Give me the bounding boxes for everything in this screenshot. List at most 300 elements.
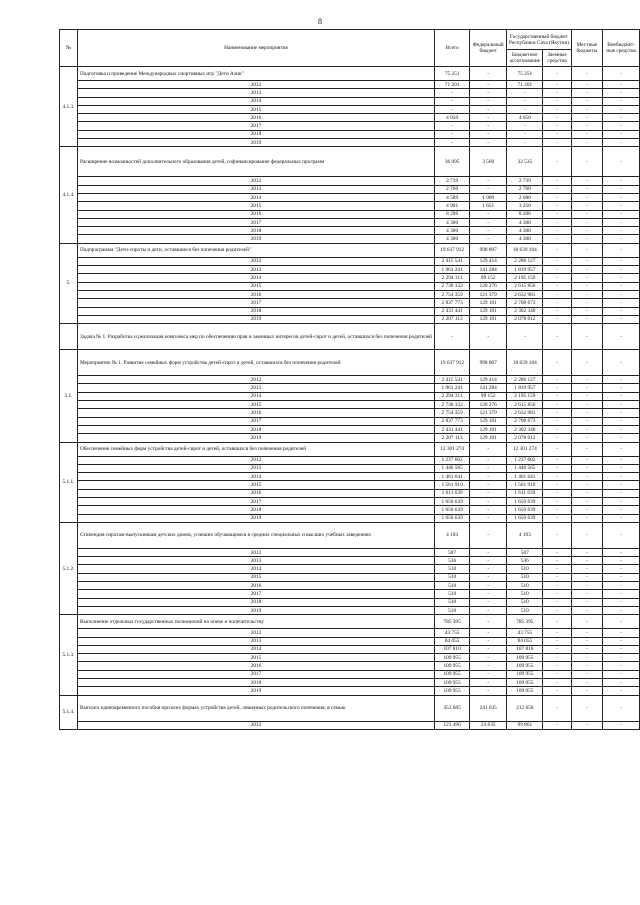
year-value: 1 561 910 — [507, 481, 543, 489]
year-value: - — [543, 235, 571, 243]
year-value: - — [603, 654, 640, 662]
year-row — [60, 177, 640, 185]
year-value: - — [603, 629, 640, 637]
year-value: 510 — [435, 606, 470, 614]
year-value: - — [543, 257, 571, 265]
year-value: - — [543, 401, 571, 409]
year-row — [60, 565, 640, 573]
year-value: - — [435, 105, 470, 113]
year-value: - — [571, 210, 603, 218]
year-value: 1 650 639 — [435, 497, 470, 505]
item-value: - — [435, 324, 470, 350]
year-value: - — [543, 464, 571, 472]
year-value: - — [543, 202, 571, 210]
year-row — [60, 114, 640, 122]
year-row — [60, 679, 640, 687]
year-value: - — [470, 218, 507, 226]
year-label: 2014 — [77, 193, 434, 201]
year-value: 2 078 012 — [507, 434, 543, 442]
year-value: - — [543, 307, 571, 315]
year-value: 2 754 359 — [435, 409, 470, 417]
year-row — [60, 417, 640, 425]
year-value: - — [571, 257, 603, 265]
year-row — [60, 645, 640, 653]
item-value: 453 685 — [435, 695, 470, 721]
year-value: - — [470, 89, 507, 97]
table-header — [60, 30, 640, 67]
year-value: - — [571, 473, 603, 481]
item-row — [60, 695, 640, 721]
year-value: - — [571, 662, 603, 670]
year-value: 2 760 — [435, 185, 470, 193]
year-row — [60, 506, 640, 514]
year-value: - — [543, 299, 571, 307]
year-value: 107 810 — [507, 645, 543, 653]
year-value: 510 — [507, 565, 543, 573]
year-row — [60, 434, 640, 442]
year-row — [60, 376, 640, 384]
year-value: - — [543, 266, 571, 274]
year-value: - — [603, 573, 640, 581]
year-value: - — [470, 629, 507, 637]
year-value: 121 379 — [470, 409, 507, 417]
year-row — [60, 654, 640, 662]
year-value: 2 632 981 — [507, 290, 543, 298]
year-value: - — [435, 130, 470, 138]
year-value: - — [571, 235, 603, 243]
year-row — [60, 274, 640, 282]
year-value: 2 294 311 — [435, 392, 470, 400]
year-value: - — [435, 97, 470, 105]
year-value: - — [543, 417, 571, 425]
item-value: - — [470, 615, 507, 629]
year-value: - — [470, 506, 507, 514]
year-value: - — [470, 548, 507, 556]
year-value: 109 955 — [435, 687, 470, 695]
item-value: - — [603, 615, 640, 629]
year-value: - — [470, 139, 507, 147]
year-value: 510 — [435, 582, 470, 590]
year-label: 2017 — [77, 417, 434, 425]
item-code: 5.1.3. — [60, 615, 78, 695]
year-value: 2 302 340 — [507, 425, 543, 433]
year-value: 4 589 — [435, 193, 470, 201]
year-row — [60, 315, 640, 323]
year-value: - — [470, 573, 507, 581]
year-value: 2 708 673 — [507, 417, 543, 425]
year-value: - — [603, 227, 640, 235]
year-value: - — [603, 582, 640, 590]
year-row — [60, 210, 640, 218]
year-value: 109 955 — [435, 670, 470, 678]
year-value: - — [470, 606, 507, 614]
year-value: - — [543, 598, 571, 606]
year-value: - — [603, 401, 640, 409]
item-value: 3 560 — [470, 147, 507, 177]
item-value: - — [571, 695, 603, 721]
year-label: 2014 — [77, 473, 434, 481]
year-value: - — [543, 489, 571, 497]
year-value: - — [435, 89, 470, 97]
year-label: 2012 — [77, 81, 434, 89]
year-value: - — [470, 473, 507, 481]
year-value: 2 680 — [507, 193, 543, 201]
item-value: - — [571, 615, 603, 629]
item-name: Подпрограмма "Дети-сироты и дети, оставшиеся без попечения родителей" — [77, 243, 434, 257]
year-label: 2012 — [77, 721, 434, 729]
year-value: 510 — [507, 606, 543, 614]
header-extra: Внебюджет-ные средства — [603, 30, 640, 67]
year-value: - — [543, 548, 571, 556]
year-value: 2 207 113 — [435, 315, 470, 323]
year-value: - — [543, 130, 571, 138]
year-row — [60, 401, 640, 409]
year-row — [60, 456, 640, 464]
year-value: 123 496 — [435, 721, 470, 729]
year-value: - — [603, 417, 640, 425]
year-value: 510 — [507, 582, 543, 590]
year-row — [60, 670, 640, 678]
year-value: - — [603, 299, 640, 307]
item-name: Стипендия сиротам-выпускникам детских домов, успешно обучающимся в средних специальных и высших учебных заведениях — [77, 522, 434, 548]
year-label: 2017 — [77, 218, 434, 226]
year-value: - — [571, 573, 603, 581]
year-value: - — [543, 606, 571, 614]
item-code: 4.1.3. — [60, 67, 78, 147]
year-value: 109 955 — [435, 662, 470, 670]
year-row — [60, 122, 640, 130]
year-value: 1 909 — [470, 193, 507, 201]
year-label: 2013 — [77, 464, 434, 472]
year-label: 2017 — [77, 590, 434, 598]
year-value: 1 961 241 — [435, 266, 470, 274]
year-value: - — [543, 506, 571, 514]
year-value: - — [470, 514, 507, 522]
year-value: - — [603, 434, 640, 442]
year-value: 1 237 602 — [435, 456, 470, 464]
year-row — [60, 662, 640, 670]
year-row — [60, 606, 640, 614]
year-label: 2013 — [77, 557, 434, 565]
item-value: 75 251 — [435, 67, 470, 81]
year-value: - — [603, 202, 640, 210]
item-value: - — [470, 522, 507, 548]
year-value: - — [435, 139, 470, 147]
year-value: - — [571, 315, 603, 323]
year-value: - — [603, 376, 640, 384]
year-value: - — [571, 590, 603, 598]
item-value: - — [571, 350, 603, 376]
year-value: - — [571, 97, 603, 105]
year-value: 2 431 441 — [435, 307, 470, 315]
year-value: - — [571, 114, 603, 122]
year-value: - — [603, 481, 640, 489]
year-value: - — [571, 401, 603, 409]
year-value: - — [543, 114, 571, 122]
year-label: 2018 — [77, 506, 434, 514]
year-row — [60, 598, 640, 606]
page-number: 8 — [318, 17, 322, 26]
year-row — [60, 548, 640, 556]
year-value: 4 050 — [435, 114, 470, 122]
year-value: - — [603, 290, 640, 298]
year-value: 1 611 639 — [435, 489, 470, 497]
year-value: - — [507, 89, 543, 97]
year-value: - — [470, 598, 507, 606]
header-name: Наименование мероприятия — [77, 30, 434, 67]
year-value: - — [470, 654, 507, 662]
year-label: 2018 — [77, 598, 434, 606]
year-value: - — [603, 315, 640, 323]
year-value: 141 284 — [470, 384, 507, 392]
year-value: 99 152 — [470, 392, 507, 400]
year-row — [60, 384, 640, 392]
year-value: - — [543, 590, 571, 598]
year-label: 2016 — [77, 489, 434, 497]
item-name: Подготовка и проведение Международных спортивных игр "Дети Азии" — [77, 67, 434, 81]
year-row — [60, 514, 640, 522]
year-value: - — [543, 573, 571, 581]
item-value: 12 301 274 — [435, 442, 470, 456]
year-value: 510 — [435, 590, 470, 598]
year-value: - — [543, 89, 571, 97]
year-label: 2014 — [77, 392, 434, 400]
item-row — [60, 350, 640, 376]
item-value: - — [571, 243, 603, 257]
item-value: 241 035 — [470, 695, 507, 721]
year-label: 2015 — [77, 105, 434, 113]
year-value: - — [603, 307, 640, 315]
year-value: - — [543, 679, 571, 687]
year-value: - — [603, 425, 640, 433]
year-value: - — [571, 606, 603, 614]
year-label: 2012 — [77, 548, 434, 556]
year-value: - — [543, 645, 571, 653]
year-value: 536 — [435, 557, 470, 565]
item-value: 12 301 274 — [507, 442, 543, 456]
year-value: 2 760 — [507, 185, 543, 193]
year-row — [60, 266, 640, 274]
item-value: 19 637 912 — [435, 243, 470, 257]
year-value: - — [571, 376, 603, 384]
year-row — [60, 425, 640, 433]
year-label: 2019 — [77, 606, 434, 614]
header-total: Всего — [435, 30, 470, 67]
year-value: - — [571, 721, 603, 729]
year-value: - — [571, 274, 603, 282]
item-value: 75 251 — [507, 67, 543, 81]
year-value: 109 955 — [507, 654, 543, 662]
year-label: 2013 — [77, 266, 434, 274]
year-label: 2015 — [77, 573, 434, 581]
year-value: - — [543, 409, 571, 417]
year-label: 2012 — [77, 257, 434, 265]
header-num: № — [60, 30, 78, 67]
year-value: - — [470, 177, 507, 185]
item-row — [60, 324, 640, 350]
item-value: - — [571, 147, 603, 177]
item-value: - — [470, 324, 507, 350]
year-label: 2013 — [77, 384, 434, 392]
year-value: - — [470, 97, 507, 105]
year-value: 2 294 311 — [435, 274, 470, 282]
item-value: - — [571, 67, 603, 81]
year-value: 2 302 340 — [507, 307, 543, 315]
year-value: 1 461 641 — [435, 473, 470, 481]
year-value: - — [435, 122, 470, 130]
year-label: 2019 — [77, 514, 434, 522]
year-value: 1 611 639 — [507, 489, 543, 497]
year-value: 1 461 641 — [507, 473, 543, 481]
year-row — [60, 89, 640, 97]
year-row — [60, 721, 640, 729]
year-label: 2018 — [77, 227, 434, 235]
year-value: - — [571, 425, 603, 433]
year-value: 8 206 — [435, 210, 470, 218]
year-row — [60, 497, 640, 505]
year-row — [60, 81, 640, 89]
year-value: 120 276 — [470, 401, 507, 409]
year-value: - — [603, 210, 640, 218]
item-value: - — [603, 695, 640, 721]
year-value: - — [603, 266, 640, 274]
year-value: - — [543, 425, 571, 433]
year-label: 2013 — [77, 637, 434, 645]
year-value: 71 201 — [507, 81, 543, 89]
year-value: 2 195 159 — [507, 392, 543, 400]
year-value: 1 237 602 — [507, 456, 543, 464]
year-value: - — [571, 645, 603, 653]
year-value: 43 755 — [435, 629, 470, 637]
year-value: 4 300 — [507, 235, 543, 243]
year-value: 2 431 441 — [435, 425, 470, 433]
year-value: - — [603, 721, 640, 729]
year-value: 109 955 — [507, 670, 543, 678]
year-label: 2013 — [77, 89, 434, 97]
year-value: 2 207 113 — [435, 434, 470, 442]
year-row — [60, 257, 640, 265]
year-value: - — [603, 590, 640, 598]
year-value: - — [543, 315, 571, 323]
year-value: - — [470, 679, 507, 687]
year-label: 2012 — [77, 456, 434, 464]
year-label: 2016 — [77, 114, 434, 122]
item-value: - — [470, 67, 507, 81]
year-value: 2 615 856 — [507, 401, 543, 409]
year-value: 510 — [435, 565, 470, 573]
year-value: 1 650 639 — [507, 506, 543, 514]
header-state-group: Государственный бюджет Республики Саха (Якутия) — [507, 30, 571, 50]
year-value: - — [543, 637, 571, 645]
item-value: - — [603, 67, 640, 81]
year-value: - — [507, 105, 543, 113]
year-value: 2 837 773 — [435, 299, 470, 307]
year-value: 4 050 — [507, 114, 543, 122]
year-label: 2016 — [77, 409, 434, 417]
item-value: 4 103 — [507, 522, 543, 548]
item-value: - — [543, 442, 571, 456]
year-value: - — [543, 473, 571, 481]
item-code — [60, 324, 78, 350]
year-value: 1 961 241 — [435, 384, 470, 392]
year-value: - — [571, 130, 603, 138]
year-value: 510 — [507, 590, 543, 598]
year-value: - — [603, 456, 640, 464]
year-label: 2017 — [77, 497, 434, 505]
year-value: 129 101 — [470, 425, 507, 433]
year-value: - — [571, 282, 603, 290]
year-value: 1 446 565 — [435, 464, 470, 472]
year-value: - — [603, 130, 640, 138]
year-label: 2015 — [77, 654, 434, 662]
year-value: - — [470, 185, 507, 193]
year-value: - — [470, 582, 507, 590]
year-value: 129 414 — [470, 376, 507, 384]
year-row — [60, 573, 640, 581]
item-value: - — [543, 147, 571, 177]
year-label: 2019 — [77, 139, 434, 147]
year-value: - — [571, 514, 603, 522]
year-row — [60, 557, 640, 565]
year-value: - — [543, 721, 571, 729]
item-value: 18 639 104 — [507, 350, 543, 376]
year-value: - — [571, 687, 603, 695]
year-label: 2016 — [77, 662, 434, 670]
year-label: 2017 — [77, 122, 434, 130]
year-value: 120 276 — [470, 282, 507, 290]
year-value: - — [571, 557, 603, 565]
year-value: - — [603, 670, 640, 678]
year-value: - — [470, 489, 507, 497]
year-value: 2 286 127 — [507, 376, 543, 384]
year-label: 2016 — [77, 210, 434, 218]
item-name: Выполнение отдельных государственных полномочий по опеке и попечительству — [77, 615, 434, 629]
year-value: - — [603, 392, 640, 400]
year-value: - — [603, 557, 640, 565]
year-value: - — [470, 590, 507, 598]
item-value: 36 095 — [435, 147, 470, 177]
year-value: 2 286 127 — [507, 257, 543, 265]
item-name: Мероприятие № 1. Развитие семейных форм устройства детей-сирот и детей, оставшихся без попечения родителей — [77, 350, 434, 376]
item-row — [60, 147, 640, 177]
year-label: 2019 — [77, 315, 434, 323]
item-value: - — [543, 350, 571, 376]
year-value: - — [603, 464, 640, 472]
item-value: - — [603, 350, 640, 376]
year-value: 8 206 — [507, 210, 543, 218]
year-label: 2017 — [77, 670, 434, 678]
year-value: 4 300 — [507, 227, 543, 235]
year-value: 4 300 — [507, 218, 543, 226]
year-value: - — [603, 177, 640, 185]
year-row — [60, 392, 640, 400]
year-value: 2 736 132 — [435, 401, 470, 409]
year-label: 2014 — [77, 97, 434, 105]
year-label: 2019 — [77, 687, 434, 695]
year-row — [60, 409, 640, 417]
year-value: 2 754 359 — [435, 290, 470, 298]
year-value: 129 101 — [470, 434, 507, 442]
year-value: 84 055 — [435, 637, 470, 645]
year-row — [60, 489, 640, 497]
year-label: 2015 — [77, 202, 434, 210]
year-row — [60, 687, 640, 695]
item-code: 5. — [60, 243, 78, 323]
year-value: - — [571, 582, 603, 590]
year-label: 2015 — [77, 401, 434, 409]
year-value: 109 955 — [507, 679, 543, 687]
year-label: 2015 — [77, 481, 434, 489]
